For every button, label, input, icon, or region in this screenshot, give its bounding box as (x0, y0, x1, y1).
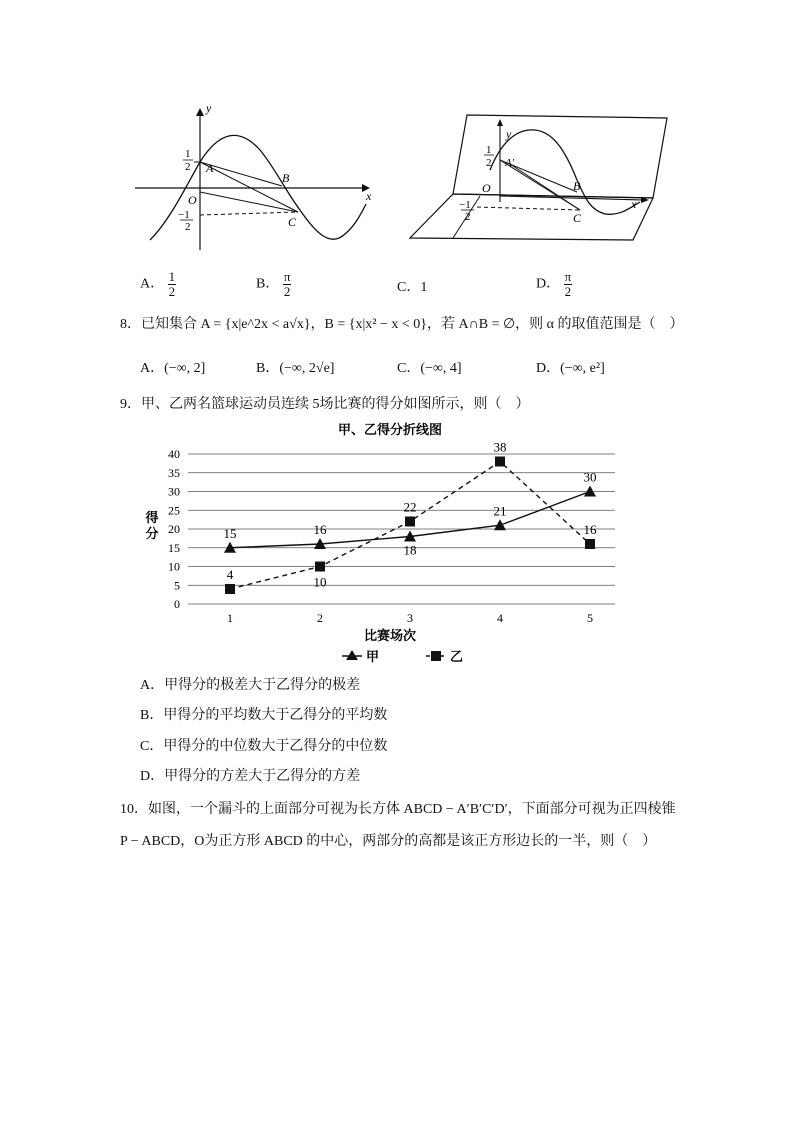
dashed-level (477, 207, 580, 210)
line-chart (130, 418, 630, 668)
x-tick-label: 5 (587, 611, 593, 625)
x-tick-label: 1 (227, 611, 233, 625)
data-label: 21 (493, 503, 507, 519)
neg-half-den: 2 (185, 221, 191, 233)
denominator: 2 (283, 284, 291, 299)
y-axis-label-1: 得 (145, 510, 159, 525)
point-c-label: C (573, 211, 582, 225)
chord-ac (200, 162, 298, 212)
fraction (168, 270, 177, 299)
y-tick-label: 40 (168, 447, 180, 461)
origin-label: O (482, 181, 491, 195)
legend-label: 乙 (450, 649, 464, 664)
neg-half-num: −1 (459, 199, 471, 211)
data-label: 18 (403, 542, 417, 558)
q8-stem: 8．已知集合 A = {x|e^2x < a√x}，B = {x|x² − x < 0}，若 A∩B = ∅，则 α 的取值范围是（ ） (120, 317, 684, 332)
origin-label: O (188, 193, 197, 207)
option-text: (−∞, e²] (560, 361, 605, 376)
half-num: 1 (486, 144, 492, 156)
fraction (564, 270, 573, 299)
denominator: 2 (564, 284, 572, 299)
q8-option-a (140, 357, 205, 377)
square-marker (225, 584, 235, 594)
chord-oc (200, 192, 298, 212)
option-text: 1 (420, 280, 428, 295)
numerator: 1 (168, 269, 176, 284)
triangle-marker (584, 486, 596, 497)
option-label: C． (397, 280, 421, 295)
x-tick-label: 4 (497, 611, 503, 625)
y-tick-label: 30 (168, 484, 180, 499)
chord-ac2 (510, 164, 580, 210)
option-label: A． (140, 361, 165, 376)
point-c-label: C (288, 215, 297, 229)
x-axis-label: x (366, 189, 372, 203)
q9-option-c: C．甲得分的中位数大于乙得分的中位数 (140, 739, 388, 754)
neg-half-num: −1 (178, 209, 190, 221)
sine-figure-right (405, 110, 675, 245)
q10-stem-line1: 10．如图，一个漏斗的上面部分可视为长方体 ABCD − A′B′C′D′，下面部分可视为正四棱锥 (120, 802, 676, 817)
q8-option-c (397, 357, 462, 377)
q8-option-d (536, 357, 605, 377)
series-layer (224, 440, 598, 595)
q9-stem: 9．甲、乙两名篮球运动员连续 5场比赛的得分如图所示，则（ ） (120, 397, 530, 412)
y-tick-label: 5 (174, 578, 180, 593)
square-marker (315, 562, 325, 572)
y-tick-label: 0 (174, 597, 180, 611)
data-label: 16 (313, 522, 327, 537)
data-label: 4 (226, 567, 234, 582)
point-b-label: B (573, 179, 581, 193)
square-marker (405, 517, 415, 527)
y-tick-label: 25 (168, 503, 180, 518)
legend-triangle-icon (346, 650, 358, 660)
option-text: (−∞, 2] (164, 361, 206, 376)
data-label: 22 (403, 499, 417, 515)
option-label: C． (397, 361, 421, 376)
y-tick-label: 10 (168, 559, 180, 574)
x-ticks (227, 611, 593, 625)
half-den: 2 (185, 161, 191, 173)
numerator: π (283, 269, 291, 284)
data-label: 30 (583, 469, 597, 485)
x-tick-label: 3 (407, 611, 413, 625)
x-axis-label: 比赛场次 (363, 628, 417, 643)
q9-option-a: A．甲得分的极差大于乙得分的极差 (140, 678, 361, 693)
numerator: π (564, 269, 572, 284)
denominator: 2 (168, 284, 176, 299)
q9-option-d: D．甲得分的方差大于乙得分的方差 (140, 769, 361, 784)
legend-label: 甲 (366, 649, 380, 664)
triangle-marker (494, 519, 506, 530)
square-marker (585, 539, 595, 549)
q9-option-b: B．甲得分的平均数大于乙得分的平均数 (140, 708, 388, 723)
fraction (283, 270, 292, 299)
legend (342, 649, 463, 664)
option-label: D． (536, 276, 561, 292)
option-text: (−∞, 4] (420, 361, 462, 376)
sine-curve (490, 130, 640, 214)
point-a-label: A (206, 161, 214, 175)
q8-option-b (256, 357, 334, 377)
horizontal-plane (410, 194, 653, 240)
half-num: 1 (185, 148, 191, 160)
y-tick-label: 15 (168, 540, 180, 555)
data-label: 16 (583, 522, 597, 537)
q7-option-b (256, 270, 291, 299)
q7-option-a (140, 270, 176, 299)
y-axis-arrow-icon (196, 108, 204, 116)
dashed-level (200, 212, 298, 215)
q7-option-c (397, 276, 427, 296)
data-label: 15 (223, 525, 237, 541)
option-label: A． (140, 276, 165, 292)
neg-half-den: 2 (465, 211, 471, 223)
x-axis-label: x (631, 197, 637, 211)
option-label: B． (256, 276, 280, 292)
y-tick-label: 20 (168, 522, 180, 536)
y-axis-label-2: 分 (145, 526, 159, 541)
option-text: (−∞, 2√e] (279, 361, 335, 376)
sine-figure-left (130, 100, 380, 260)
y-tick-label: 35 (168, 465, 180, 480)
q10-stem-line2: P − ABCD，O为正方形 ABCD 的中心，两部分的高都是该正方形边长的一半，则（ ） (120, 834, 657, 849)
point-b-label: B (282, 171, 290, 185)
grid (188, 454, 615, 604)
option-label: B． (256, 361, 280, 376)
y-axis-label: y (206, 101, 212, 115)
option-label: D． (536, 361, 561, 376)
y-ticks (168, 447, 180, 611)
chart-title: 甲、乙得分折线图 (337, 422, 443, 437)
q7-option-d (536, 270, 572, 299)
point-a-label: A' (505, 157, 515, 169)
legend-square-icon (431, 651, 441, 661)
y-axis-arrow-icon (497, 119, 503, 126)
x-tick-label: 2 (317, 611, 323, 625)
data-label: 38 (493, 439, 507, 455)
square-marker (495, 457, 505, 467)
data-label: 10 (313, 574, 327, 590)
half-den: 2 (486, 157, 492, 169)
y-axis-label: y (506, 127, 512, 141)
